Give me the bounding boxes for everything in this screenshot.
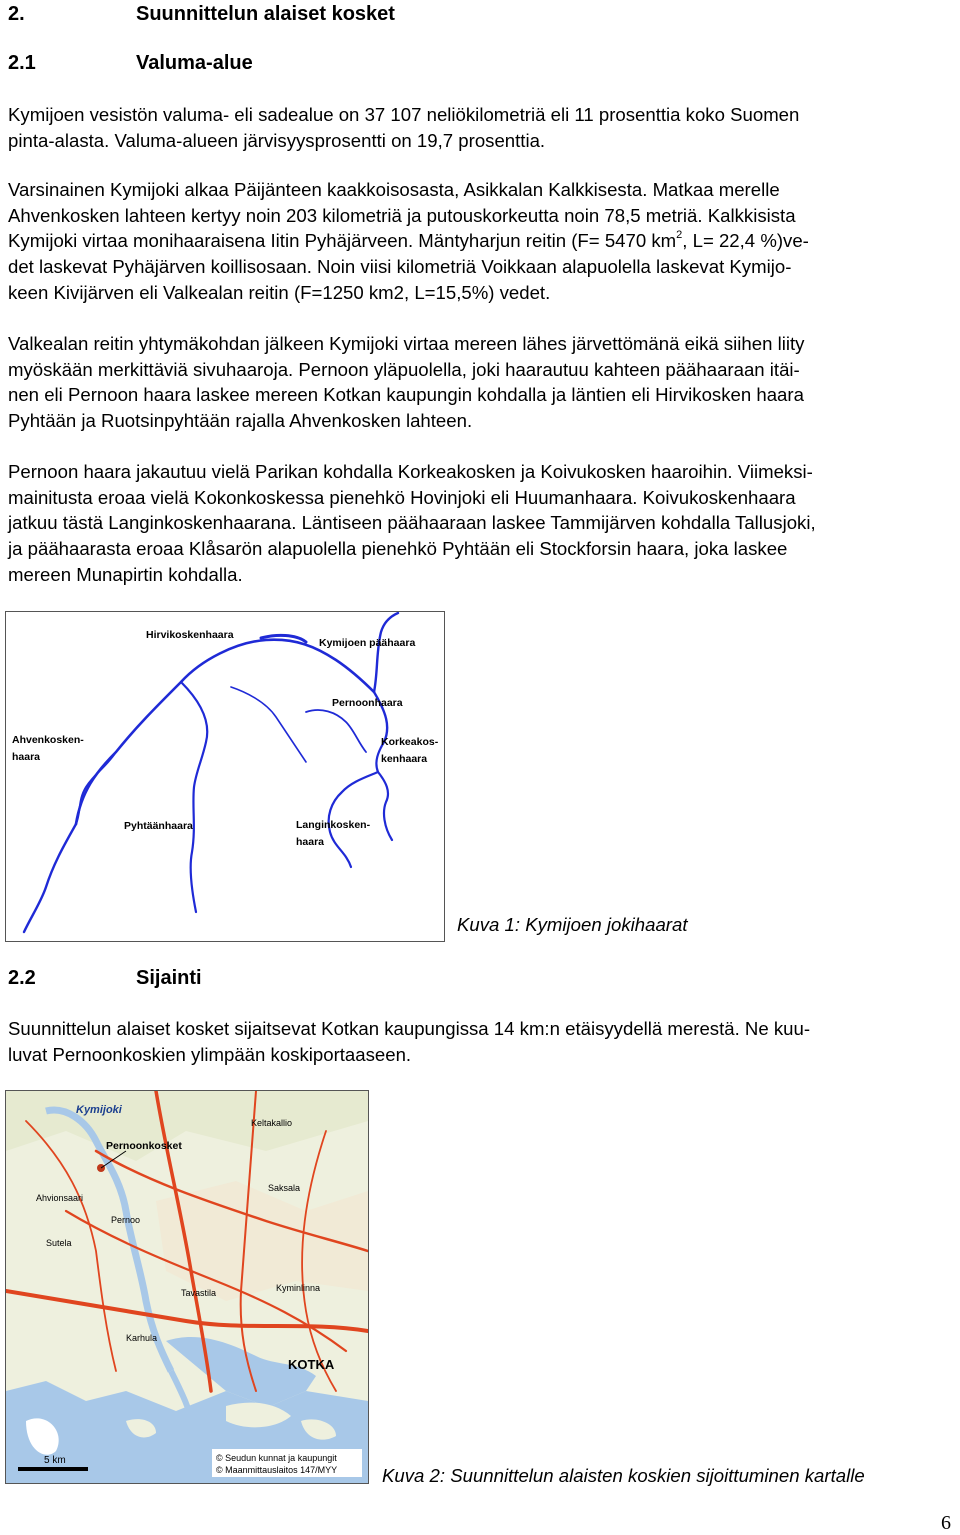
paragraph-valuma-alue [8, 102, 956, 153]
section-2-number: 2. [8, 3, 25, 25]
paragraph-sijainti [8, 1016, 956, 1067]
map-label-korkeakoski-2: kenhaara [381, 753, 428, 765]
paragraph-valkealan-reitti [8, 331, 956, 434]
map-label-ahvenkoski-2: haara [12, 751, 41, 763]
page-number: 6 [941, 1512, 951, 1534]
paragraph-line [8, 228, 956, 254]
paragraph-line: nen eli Pernoon haara laskee mereen Kotkan kaupungin kohdalla ja läntien eli Hirvikosken haara [8, 384, 804, 406]
paragraph-line: pinta-alasta. Valuma-alueen järvisyysprosentti on 19,7 prosenttia. [8, 129, 546, 151]
paragraph-line: Varsinainen Kymijoki alkaa Päijänteen kaakkoisosasta, Asikkalan Kalkkisesta. Matkaa merelle [8, 179, 780, 200]
paragraph-line: det laskevat Pyhäjärven koillisosaan. Noin viisi kilometriä Voikkaan alapuolella laskevat Kymijo- [8, 256, 792, 278]
section-2-2-title: Sijainti [136, 967, 202, 989]
line-text: , L= 22,4 %)ve- [682, 230, 809, 252]
location-map [5, 1090, 369, 1484]
paragraph-line: Valkealan reitin yhtymäkohdan jälkeen Kymijoki virtaa mereen lähes järvettömänä eikä siihen liity [8, 333, 805, 354]
map-label-korkeakoski-1: Korkeakos- [381, 736, 439, 748]
section-2-heading [8, 3, 508, 27]
paragraph-line: Suunnittelun alaiset kosket sijaitsevat Kotkan kaupungissa 14 km:n etäisyydellä merestä. Ne kuu- [8, 1018, 811, 1039]
river-lines [24, 613, 398, 932]
map-label-kymijoen-paahaara: Kymijoen päähaara [319, 637, 416, 649]
map-label-pernoonkosket: Pernoonkosket [106, 1140, 182, 1152]
map-label-hirvikoski: Hirvikoskenhaara [146, 629, 234, 641]
map-label-keltakallio: Keltakallio [251, 1118, 293, 1128]
map-label-langinkoski-2: haara [296, 836, 325, 848]
section-2-1-number: 2.1 [8, 52, 36, 74]
map-label-pernoo: Pernoo [111, 1215, 141, 1225]
paragraph-line: luvat Pernoonkoskien ylimpään koskiportaaseen. [8, 1043, 412, 1065]
map-label-pernoon: Pernoonhaara [332, 697, 403, 709]
paragraph-line: jatkuu tästä Langinkoskenhaarana. Läntiseen päähaaraan laskee Tammijärven kohdalla Tallusjoki, [8, 512, 816, 534]
section-2-1-heading [8, 52, 508, 76]
credit-line-1: © Seudun kunnat ja kaupungit [216, 1453, 337, 1463]
paragraph-line: Ahvenkosken lahteen kertyy noin 203 kilometriä ja putouskorkeutta noin 78,5 metriä. Kalkkisista [8, 204, 796, 226]
river-branches-drawing [6, 612, 444, 941]
map-label-kymijoki: Kymijoki [76, 1104, 122, 1116]
section-2-2-heading [8, 967, 508, 991]
paragraph-line: ja päähaarasta eroaa Klåsarön alapuolella pienehkö Pyhtään eli Stockforsin haara, joka laskee [8, 538, 788, 560]
paragraph-line: keen Kivijärven eli Valkealan reitin (F=1250 km2, L=15,5%) vedet. [8, 281, 551, 303]
paragraph-line: Pyhtään ja Ruotsinpyhtään rajalla Ahvenkosken lahteen. [8, 410, 473, 432]
paragraph-line: myöskään merkittäviä sivuhaaroja. Pernoon yläpuolella, joki haarautuu kahteen päähaaraan itäi- [8, 358, 800, 380]
scale-bar [18, 1467, 88, 1471]
map-label-kotka: KOTKA [288, 1357, 335, 1372]
paragraph-line: Kymijoen vesistön valuma- eli sadealue on 37 107 neliökilometriä eli 11 prosenttia koko Suomen [8, 104, 800, 125]
section-2-1-title: Valuma-alue [136, 52, 253, 74]
map-label-tavastila: Tavastila [181, 1288, 217, 1298]
location-map-drawing [6, 1091, 368, 1483]
paragraph-line: mereen Munapirtin kohdalla. [8, 563, 243, 585]
map-label-karhula: Karhula [126, 1333, 158, 1343]
river-branches-map [5, 611, 445, 942]
paragraph-pernoon-haara [8, 459, 956, 588]
paragraph-kymijoki-route [8, 177, 956, 306]
figure-1-caption: Kuva 1: Kymijoen jokihaarat [457, 914, 688, 935]
figure-2-caption: Kuva 2: Suunnittelun alaisten koskien sijoittuminen kartalle [382, 1465, 865, 1486]
superscript: 2 [676, 229, 683, 242]
map-label-kyminlinna: Kyminlinna [276, 1283, 321, 1293]
map-label-ahvenkoski-1: Ahvenkosken- [12, 734, 84, 746]
section-2-title: Suunnittelun alaiset kosket [136, 3, 395, 25]
map-label-ahvionsaari: Ahvionsaari [36, 1193, 84, 1203]
map-label-sutela: Sutela [46, 1238, 72, 1248]
paragraph-line: mainitusta eroaa vielä Kokonkoskessa pienehkö Hovinjoki eli Huumanhaara. Koivukoskenhaara [8, 486, 796, 508]
credit-line-2: © Maanmittauslaitos 147/MYY [216, 1465, 338, 1475]
map-label-saksala: Saksala [268, 1183, 301, 1193]
map-label-pyhtaa: Pyhtäänhaara [124, 820, 193, 832]
section-2-2-number: 2.2 [8, 967, 36, 989]
line-text: Kymijoki virtaa monihaaraisena Iitin Pyhäjärveen. Mäntyharjun reitin (F= 5470 km [8, 230, 677, 252]
map-label-langinkoski-1: Langinkosken- [296, 819, 371, 831]
paragraph-line: Pernoon haara jakautuu vielä Parikan kohdalla Korkeakosken ja Koivukosken haaroihin. Viimeksi- [8, 461, 813, 482]
scale-bar-label: 5 km [44, 1455, 66, 1466]
